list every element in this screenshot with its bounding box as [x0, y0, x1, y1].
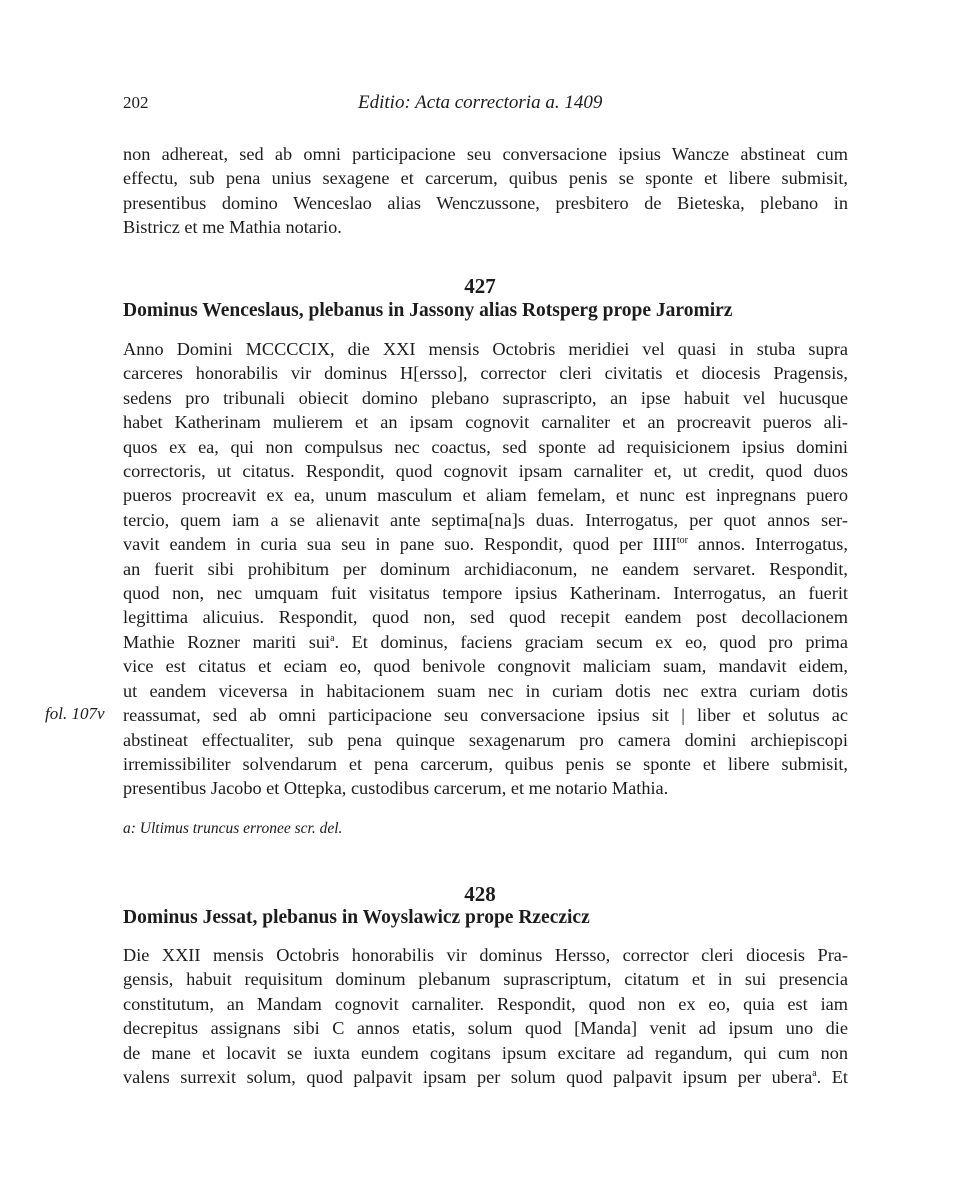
text-line: [123, 532, 848, 556]
text-line: sedens pro tribunali obiecit domino plebano suprascripto, an ipse habuit vel hucusque: [123, 387, 848, 408]
text-line: [123, 630, 848, 654]
entry-427-paragraph: [123, 337, 848, 801]
text-line: [123, 1065, 848, 1089]
superscript: tor: [676, 535, 688, 547]
text-fragment: vavit eandem in curia sua seu in pane suo. Respondit, quod per IIII: [123, 534, 677, 555]
text-line: vice est citatus et eciam eo, quod benivole congnovit maliciam suam, mandavit eidem,: [123, 656, 848, 677]
text-line: correctoris, ut citatus. Respondit, quod cognovit ipsam carnaliter et, ut credit, quod duos: [123, 461, 848, 482]
text-line: Bistricz et me Mathia notario.: [123, 217, 342, 238]
running-title: Editio: Acta correctoria a. 1409: [358, 92, 603, 113]
text-line: quos ex ea, qui non compulsus nec coactus, sed sponte ad requisicionem ipsius domini: [123, 436, 848, 457]
text-fragment: annos. Interrogatus,: [687, 534, 848, 555]
entry-title-428: Dominus Jessat, plebanus in Woyslawicz prope Rzeczicz: [123, 907, 590, 928]
text-line: quod non, nec umquam fuit visitatus tempore ipsius Katherinam. Interrogatus, an fuerit: [123, 583, 848, 604]
entry-number-428: 428: [464, 882, 496, 906]
footnote: a: Ultimus truncus erronee scr. del.: [123, 820, 343, 837]
text-line: carceres honorabilis vir dominus H[ersso], corrector cleri civitatis et diocesis Pragensis,: [123, 363, 848, 384]
text-line: constitutum, an Mandam cognovit carnaliter. Respondit, quod non ex eo, quia est iam: [123, 993, 848, 1014]
text-line: gensis, habuit requisitum dominum plebanum suprascriptum, citatum et in sui presencia: [123, 969, 848, 990]
text-line: habet Katherinam mulierem et an ipsam cognovit carnaliter et an procreavit pueros ali-: [123, 412, 848, 433]
folio-margin-note: fol. 107v: [45, 704, 105, 723]
text-line: tercio, quem iam a se alienavit ante septima[na]s duas. Interrogatus, per quot annos ser-: [123, 509, 848, 530]
text-line: pueros procreavit ex ea, unum masculum et aliam femelam, et nunc est inpregnans puero: [123, 485, 848, 506]
text-line: irremissibiliter solvendarum et pena carcerum, quibus penis se sponte et libere submisit,: [123, 753, 848, 774]
footnote-marker: a: [330, 632, 335, 644]
text-fragment: . Et: [816, 1067, 848, 1088]
text-line: effectu, sub pena unius sexagene et carcerum, quibus penis se sponte et libere submisit,: [123, 168, 848, 189]
entry-title-427: Dominus Wenceslaus, plebanus in Jassony alias Rotsperg prope Jaromirz: [123, 300, 733, 321]
text-line: presentibus Jacobo et Ottepka, custodibus carcerum, et me notario Mathia.: [123, 778, 669, 799]
text-line: Anno Domini MCCCCIX, die XXI mensis Octobris meridiei vel quasi in stuba supra: [123, 339, 848, 359]
continuation-paragraph: [123, 142, 848, 240]
text-line: presentibus domino Wenceslao alias Wenczussone, presbitero de Bieteska, plebano in: [123, 192, 848, 213]
text-line: non adhereat, sed ab omni participacione seu conversacione ipsius Wancze abstineat cum: [123, 144, 848, 164]
text-fragment: . Et dominus, faciens graciam secum ex eo, quod pro prima: [334, 631, 848, 652]
text-fragment: valens surrexit solum, quod palpavit ipsam per solum quod palpavit ipsum per ubera: [123, 1067, 813, 1088]
text-line: an fuerit sibi prohibitum per dominum archidiaconum, ne eandem servaret. Respondit,: [123, 558, 848, 579]
text-line: legittima alicuius. Respondit, quod non, sed quod recepit eandem post decollacionem: [123, 607, 848, 628]
entry-number-427: 427: [464, 274, 496, 298]
text-line: de mane et locavit se iuxta eundem cogitans ipsum excitare ad regandum, qui cum non: [123, 1042, 848, 1063]
entry-428-paragraph: [123, 943, 848, 1089]
text-line: Die XXII mensis Octobris honorabilis vir dominus Hersso, corrector cleri diocesis Pra-: [123, 945, 848, 965]
text-fragment: Mathie Rozner mariti sui: [123, 631, 331, 652]
page-number: 202: [123, 93, 149, 112]
text-line: decrepitus assignans sibi C annos etatis, solum quod [Manda] venit ad ipsum uno die: [123, 1018, 848, 1039]
text-line: abstineat effectualiter, sub pena quinque sexagenarum pro camera domini archiepiscopi: [123, 729, 848, 750]
text-line: reassumat, sed ab omni participacione seu conversacione ipsius sit | liber et solutus ac: [123, 705, 848, 726]
footnote-marker: a: [812, 1067, 817, 1079]
text-line: ut eandem viceversa in habitacionem suam nec in curiam dotis nec extra curiam dotis: [123, 680, 848, 701]
